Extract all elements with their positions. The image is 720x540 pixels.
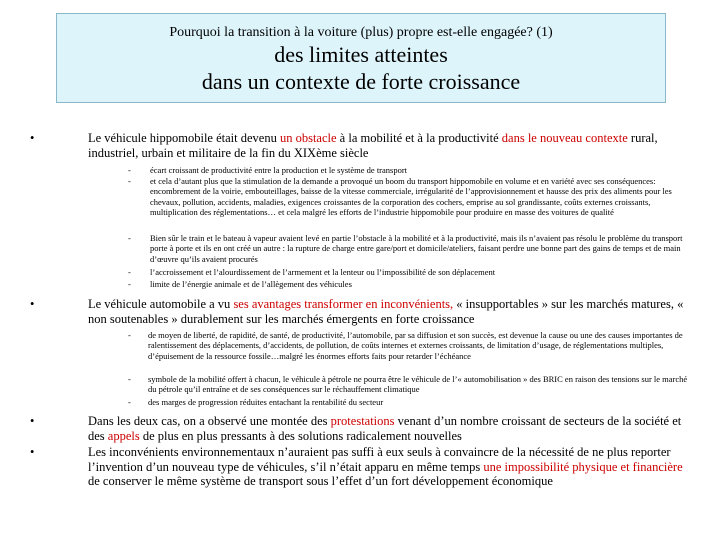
text: Dans les deux cas, on a observé une montée des: [88, 414, 331, 428]
dash: -: [128, 279, 131, 289]
highlight: dans le nouveau contexte: [501, 131, 628, 145]
sub-item: limite de l’énergie animale et de l’allègement des véhicules: [150, 279, 352, 289]
highlight: protestations: [330, 414, 395, 428]
sub-item: symbole de la mobilité offert à chacun, le véhicule à pétrole ne pourra être le véhicule de l’« automobilisation » des BRIC en raison des tensions sur le marché du pétrole qu’il entraîne et de ses conséquences sur le réchauffement climatique: [148, 374, 688, 395]
text: à la mobilité et à la productivité: [336, 131, 502, 145]
item-hippomobile: [88, 131, 688, 160]
slide-subtitle: Pourquoi la transition à la voiture (plus) propre est-elle engagée? (1): [169, 25, 553, 40]
item-protestations: [88, 414, 688, 443]
sub-item: des marges de progression réduites entachant la rentabilité du secteur: [148, 397, 384, 407]
text: « insupportables » sur les marchés matures, « non soutenables » durablement sur les marchés émergents en forte croissance: [88, 297, 684, 326]
bullet: •: [30, 414, 35, 428]
dash: -: [128, 176, 131, 186]
headline-line-2: dans un contexte de forte croissance: [201, 69, 521, 94]
text: Le véhicule hippomobile était devenu: [88, 131, 280, 145]
highlight: une impossibilité physique et financière: [483, 459, 683, 474]
sub-item: écart croissant de productivité entre la production et le système de transport: [150, 165, 408, 175]
sub-item: Bien sûr le train et le bateau à vapeur avaient levé en partie l’obstacle à la mobilité et à la productivité, mais ils n’avaient pas résolu le problème du transport porte à porte et ils en ont créé un autre : la rupture de charge entre gare/port et domicile/ateliers, faisant perdre une bonne part des gains de temps et de main d’œuvre qu’ils avaient procurés: [150, 233, 683, 264]
text: de conserver le même système de transport sous l’effet d’un fort développement économique: [88, 474, 553, 488]
text: Le véhicule automobile a vu: [88, 297, 234, 311]
sub-item: de moyen de liberté, de rapidité, de santé, de productivité, l’automobile, par sa diffusion et son succès, est devenue la cause ou une des causes importantes de ralentissement des déplacements, d’accidents, de pollution, de coûts internes et externes croissants, de limitation d’usage, de réglementations multiples, d’épuisement de la ressource fossile…malgré les énormes efforts faits pour retarder l’échéance: [148, 330, 683, 361]
bullet: •: [30, 297, 35, 311]
dash: -: [128, 267, 131, 277]
highlight: ses avantages transformer en inconvénients,: [233, 297, 454, 311]
dash: -: [128, 330, 131, 340]
bullet: •: [30, 131, 35, 145]
sub-item: et cela d’autant plus que la stimulation de la demande a provoqué un boom du transport hippomobile en volume et en variété avec ses conséquences: encombrement de la voirie, embouteillages, baisse de la vitesse commerciale, irrégularité de l’approvisionnement et hausse des prix des aliments pour les chevaux, pollution, accidents, maladies, exigences croissantes de la corporation des cochers, emprise au sol grandissante, coûts externes croissants, multiplication des réglementations… et cela malgré les efforts de l’industrie hippomobile pour produire en masse des voitures de qualité: [150, 176, 672, 217]
dash: -: [128, 165, 131, 175]
text: rural, industriel, urbain et militaire de la fin du XIXème siècle: [88, 131, 658, 160]
headline-line-1: des limites atteintes: [274, 42, 448, 67]
sub-item: l’accroissement et l’alourdissement de l’armement et la lenteur ou l’impossibilité de son déplacement: [150, 267, 496, 277]
dash: -: [128, 397, 131, 407]
highlight: un obstacle: [279, 131, 337, 145]
text: de plus en plus pressants à des solutions radicalement nouvelles: [139, 428, 462, 443]
highlight: appels: [107, 428, 140, 443]
text: Les inconvénients environnementaux n’auraient pas suffi à eux seuls à convaincre de la nécessité de ne plus reporter l’invention d’un nouveau type de véhicules, s’il n’était apparu en même temps: [88, 445, 671, 474]
dash: -: [128, 233, 131, 243]
title-box: [56, 13, 666, 103]
item-automobile: [88, 297, 688, 326]
text: venant d’un nombre croissant de secteurs de la société et des: [88, 414, 682, 443]
dash: -: [128, 374, 131, 384]
bullet: •: [30, 445, 35, 459]
item-inconvenients: [88, 445, 688, 489]
